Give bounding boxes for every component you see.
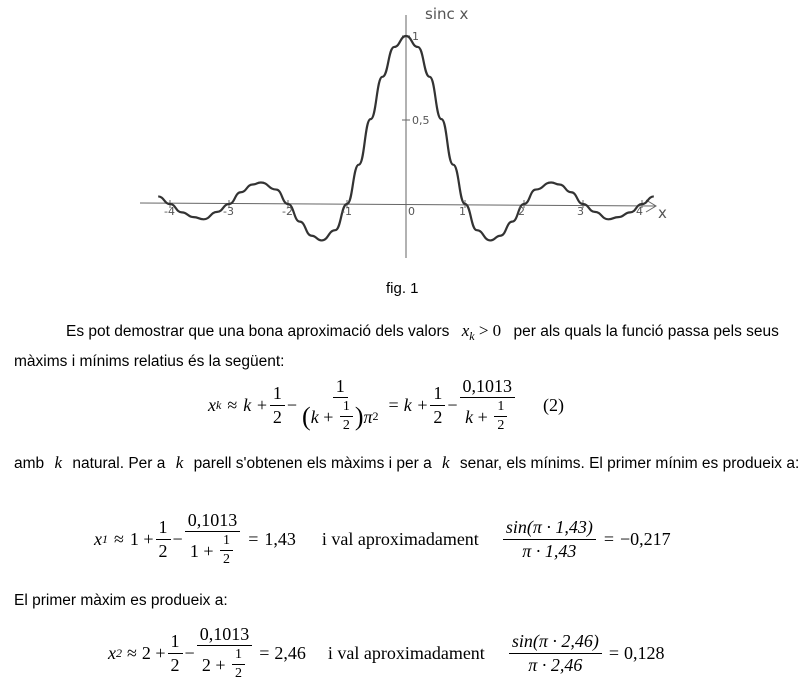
xk-sub: k: [469, 329, 475, 343]
eqmax-val-den: π · 2,46: [528, 654, 583, 675]
eq2-one: 1: [333, 376, 348, 399]
gt-zero: > 0: [478, 321, 502, 340]
k-var-2: k: [175, 453, 184, 472]
equation-first-maximum: x 2 ≈ 2 + $\frac{1}{2}$ − 0,1013 2 + $\frac{1}{2}$ = 2,46 i val aproximadament $\frac{\sin(\pi \cdot 2,46)}{\pi \cdot 2,46}$ = 0,128: [108, 623, 665, 682]
x-axis-label: x: [658, 204, 667, 222]
eq2-number: (2): [543, 394, 564, 415]
eq2-lhs: x: [208, 394, 216, 415]
eqmin-int: 1: [129, 528, 139, 549]
eq2-coef: 0,1013: [460, 376, 516, 399]
eqmax-val-num: sin(π · 2,46): [509, 631, 602, 654]
eqmin-lhs-sub: 1: [102, 531, 108, 546]
x-tick-label: -3: [223, 205, 234, 218]
k-var-3: k: [442, 453, 450, 472]
eq2-pi: π: [363, 406, 373, 427]
para2-c: parell s'obtenen els màxims i per a: [193, 455, 432, 472]
x-tick-label: -4: [164, 205, 175, 218]
para2-a: amb: [14, 455, 45, 472]
paragraph-2: [14, 452, 800, 475]
eqmax-result: 2,46: [274, 642, 306, 663]
eq2-lhs-sub: k: [216, 397, 222, 412]
figure-caption: fig. 1: [386, 280, 419, 297]
para1-text-a: Es pot demostrar que una bona aproximació dels valors: [66, 323, 450, 340]
eq2-k-plus: k +: [243, 394, 268, 415]
xk-var: x: [461, 321, 470, 340]
x-tick-label: 2: [518, 205, 525, 218]
sinc-plot: [0, 0, 804, 270]
eqmax-lhs-sub: 2: [116, 645, 122, 660]
paragraph-1: [14, 318, 800, 375]
eqmin-result: 1,43: [264, 528, 296, 549]
eqmax-lhs: x: [108, 642, 116, 663]
x-tick-label: -1: [341, 205, 352, 218]
eqmax-int: 2: [141, 642, 151, 663]
x-tick-label: 3: [577, 205, 584, 218]
k-var-1: k: [54, 453, 63, 472]
eqmax-coef: 0,1013: [197, 624, 253, 647]
eqmin-val-den: π · 1,43: [522, 540, 577, 561]
x-tick-label: 0: [408, 205, 415, 218]
eqmax-val-result: 0,128: [623, 642, 665, 663]
eq2-half-num: 1: [270, 383, 285, 406]
eqmin-val-result: −0,217: [619, 528, 671, 549]
y-tick-label: 0,5: [412, 114, 430, 127]
eq2-den: ( k + $\frac{1}{2}$ ) π 2: [302, 399, 379, 434]
eq2-pi-sup: 2: [372, 408, 379, 423]
y-axis-label: sinc x: [425, 5, 469, 23]
eqmin-coef: 0,1013: [185, 510, 241, 533]
y-tick-label: 1: [412, 30, 419, 43]
paragraph-3: El primer màxim es produeix a:: [14, 592, 228, 609]
eqmin-val-num: sin(π · 1,43): [503, 517, 596, 540]
x-tick-label: -2: [282, 205, 293, 218]
eqmin-lhs: x: [94, 528, 102, 549]
eqmax-approx-text: i val aproximadament: [327, 642, 485, 663]
x-tick-label: 4: [636, 205, 643, 218]
eqmin-approx-text: i val aproximadament: [321, 528, 479, 549]
para2-d: senar, els mínims. El primer mínim es produeix a:: [459, 455, 800, 472]
x-tick-label: 1: [459, 205, 466, 218]
equation-first-minimum: x 1 ≈ 1 + $\frac{1}{2}$ − 0,1013 1 + $\frac{1}{2}$ = 1,43 i val aproximadament $\frac{\sin(\pi \cdot 1,43)}{\pi \cdot 1,43}$ = −0,217: [94, 509, 671, 568]
para2-b: natural. Per a: [72, 455, 166, 472]
eq2-half-den: 2: [272, 406, 282, 427]
equation-2: x k ≈ k + $\frac{1}{2}$ − 1 ( k + $\frac{1}{2}$ ) π 2 = k + $\frac{1}{2}$ − 0,1013 k + $\frac{1}{2}$ (2): [208, 375, 564, 434]
para1-text-b: per als quals la funció passa pels seus màxims i mínims relatius és la següent:: [14, 323, 779, 370]
